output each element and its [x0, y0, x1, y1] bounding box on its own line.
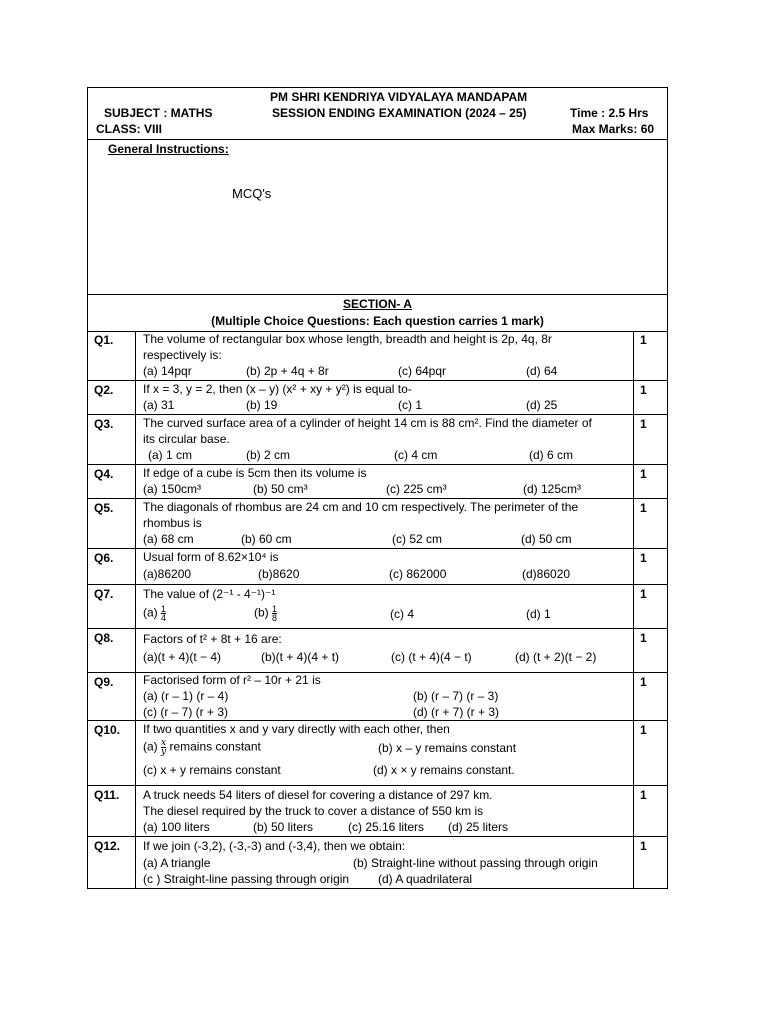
option-c: (c) 64pqr — [398, 364, 447, 378]
exam-paper — [87, 87, 668, 889]
question-text: Usual form of 8.62×10⁴ is — [143, 550, 279, 564]
fraction-denominator: 8 — [272, 613, 278, 623]
fraction-denominator: 4 — [161, 613, 167, 623]
instructions-note: MCQ's — [232, 186, 272, 201]
question-number: Q10. — [88, 721, 136, 785]
question-text: The value of (2⁻¹ - 4⁻¹)⁻¹ — [143, 587, 276, 601]
question-number: Q8. — [88, 629, 136, 672]
option-a: (a) 1 cm — [148, 448, 193, 462]
option-d: (d) 125cm³ — [523, 482, 582, 496]
question-text: If we join (-3,2), (-3,-3) and (-3,4), then we obtain: — [143, 839, 406, 853]
question-row-q10 — [87, 721, 668, 786]
question-text: rhombus is — [143, 516, 202, 530]
question-text: Factors of t² + 8t + 16 are: — [143, 632, 282, 646]
option-c: (c) 862000 — [389, 567, 447, 581]
option-d: (d)86020 — [522, 567, 571, 581]
option-c: (c) 4 cm — [394, 448, 438, 462]
option-b: (b) 2 cm — [246, 448, 291, 462]
option-d: (d) (t + 2)(t − 2) — [515, 650, 597, 664]
option-d: (d) x × y remains constant. — [373, 763, 515, 777]
option-b: (b) (r – 7) (r – 3) — [413, 689, 499, 703]
question-row-q6 — [87, 549, 668, 585]
option-c: (c ) Straight-line passing through origin — [143, 872, 350, 886]
option-d: (d) 25 — [526, 398, 558, 412]
option-a: (a) 14pqr — [143, 364, 192, 378]
question-text: If x = 3, y = 2, then (x – y) (x² + xy + y²) is equal to- — [143, 382, 412, 396]
question-row-q3 — [87, 415, 668, 465]
question-number: Q1. — [88, 331, 136, 380]
question-row-q5 — [87, 499, 668, 549]
option-b: (b)8620 — [258, 567, 300, 581]
question-row-q1 — [87, 331, 668, 381]
question-number: Q7. — [88, 585, 136, 628]
question-row-q8 — [87, 629, 668, 673]
option-b: (b) Straight-line without passing through origin — [353, 856, 598, 870]
question-text: respectively is: — [143, 348, 222, 362]
question-number: Q11. — [88, 786, 136, 836]
option-a: (a)(t + 4)(t − 4) — [143, 650, 222, 664]
option-label: (b) — [254, 605, 269, 620]
option-c: (c) 25.16 liters — [348, 820, 425, 834]
option-b: (b) 50 cm³ — [253, 482, 308, 496]
question-number: Q5. — [88, 499, 136, 548]
question-row-q11 — [87, 786, 668, 837]
exam-title: SESSION ENDING EXAMINATION (2024 – 25) — [272, 106, 527, 120]
question-text: The diesel required by the truck to cover a distance of 550 km is — [143, 804, 484, 818]
question-row-q2 — [87, 381, 668, 415]
option-b — [254, 605, 277, 622]
question-marks: 1 — [633, 415, 667, 464]
question-row-q4 — [87, 465, 668, 499]
question-row-q12 — [87, 837, 668, 889]
question-marks: 1 — [633, 465, 667, 498]
question-text: The diagonals of rhombus are 24 cm and 10 cm respectively. The perimeter of the — [143, 500, 579, 514]
option-a: (a) 31 — [143, 398, 175, 412]
instructions-heading: General Instructions: — [108, 142, 229, 156]
question-text: Factorised form of r² – 10r + 21 is — [143, 673, 321, 687]
question-number: Q3. — [88, 415, 136, 464]
question-row-q7 — [87, 585, 668, 629]
question-marks: 1 — [633, 499, 667, 548]
option-d: (d) A quadrilateral — [378, 872, 473, 886]
option-d: (d) 50 cm — [521, 532, 572, 546]
question-row-q9 — [87, 673, 668, 721]
option-c: (c) 4 — [390, 607, 414, 621]
fraction-numerator: 1 — [272, 604, 278, 614]
question-text: The curved surface area of a cylinder of height 14 cm is 88 cm². Find the diameter of — [143, 416, 592, 430]
option-label: (a) — [143, 605, 158, 620]
option-a: (a)86200 — [143, 567, 192, 581]
question-marks: 1 — [633, 585, 667, 628]
fraction-one-eighth — [272, 605, 277, 622]
question-marks: 1 — [633, 331, 667, 380]
exam-header — [87, 87, 668, 140]
class-label: CLASS: VIII — [96, 122, 163, 136]
fraction-denominator: y — [161, 747, 167, 757]
option-a — [143, 739, 261, 756]
option-c: (c) x + y remains constant — [143, 763, 281, 777]
option-b: (b) 2p + 4q + 8r — [246, 364, 329, 378]
option-c: (c) (t + 4)(4 − t) — [391, 650, 472, 664]
question-marks: 1 — [633, 381, 667, 414]
school-name: PM SHRI KENDRIYA VIDYALAYA MANDAPAM — [270, 90, 528, 104]
option-text: remains constant — [169, 739, 261, 754]
question-marks: 1 — [633, 837, 667, 888]
option-c: (c) 1 — [398, 398, 422, 412]
option-a: (a) (r – 1) (r – 4) — [143, 689, 229, 703]
max-marks-label: Max Marks: 60 — [572, 122, 655, 136]
question-marks: 1 — [633, 629, 667, 672]
question-text: If two quantities x and y vary directly with each other, then — [143, 722, 450, 736]
option-b: (b) x – y remains constant — [378, 741, 517, 755]
option-d: (d) (r + 7) (r + 3) — [413, 705, 500, 719]
option-a: (a) 68 cm — [143, 532, 194, 546]
option-c: (c) 225 cm³ — [386, 482, 447, 496]
question-marks: 1 — [633, 786, 667, 836]
option-a — [143, 605, 166, 622]
time-label: Time : 2.5 Hrs — [570, 106, 649, 120]
question-number: Q9. — [88, 673, 136, 720]
question-number: Q4. — [88, 465, 136, 498]
fraction-one-quarter — [161, 605, 166, 622]
option-a: (a) 100 liters — [143, 820, 210, 834]
question-text: its circular base. — [143, 432, 230, 446]
section-subtitle: (Multiple Choice Questions: Each question carries 1 mark) — [211, 314, 544, 328]
question-number: Q2. — [88, 381, 136, 414]
option-c: (c) 52 cm — [392, 532, 443, 546]
option-d: (d) 1 — [526, 607, 551, 621]
question-marks: 1 — [633, 673, 667, 720]
option-a: (a) 150cm³ — [143, 482, 202, 496]
option-b: (b)(t + 4)(4 + t) — [261, 650, 340, 664]
question-text: If edge of a cube is 5cm then its volume is — [143, 466, 367, 480]
option-a: (a) A triangle — [143, 856, 211, 870]
option-b: (b) 50 liters — [253, 820, 314, 834]
option-c: (c) (r – 7) (r + 3) — [143, 705, 229, 719]
option-b: (b) 60 cm — [241, 532, 292, 546]
question-text: A truck needs 54 liters of diesel for covering a distance of 297 km. — [143, 788, 493, 802]
option-d: (d) 25 liters — [448, 820, 509, 834]
option-label: (a) — [143, 739, 158, 754]
option-d: (d) 6 cm — [529, 448, 574, 462]
option-b: (b) 19 — [246, 398, 278, 412]
question-marks: 1 — [633, 549, 667, 584]
fraction-x-over-y — [161, 739, 166, 756]
question-marks: 1 — [633, 721, 667, 785]
question-number: Q12. — [88, 837, 136, 888]
option-d: (d) 64 — [526, 364, 558, 378]
fraction-numerator: 1 — [161, 604, 167, 614]
question-text: The volume of rectangular box whose length, breadth and height is 2p, 4q, 8r — [143, 332, 552, 346]
fraction-numerator: x — [161, 738, 167, 748]
section-a-header — [87, 294, 668, 332]
question-number: Q6. — [88, 549, 136, 584]
section-title: SECTION- A — [343, 297, 412, 311]
general-instructions-box — [87, 139, 668, 295]
subject-label: SUBJECT : MATHS — [104, 106, 213, 120]
